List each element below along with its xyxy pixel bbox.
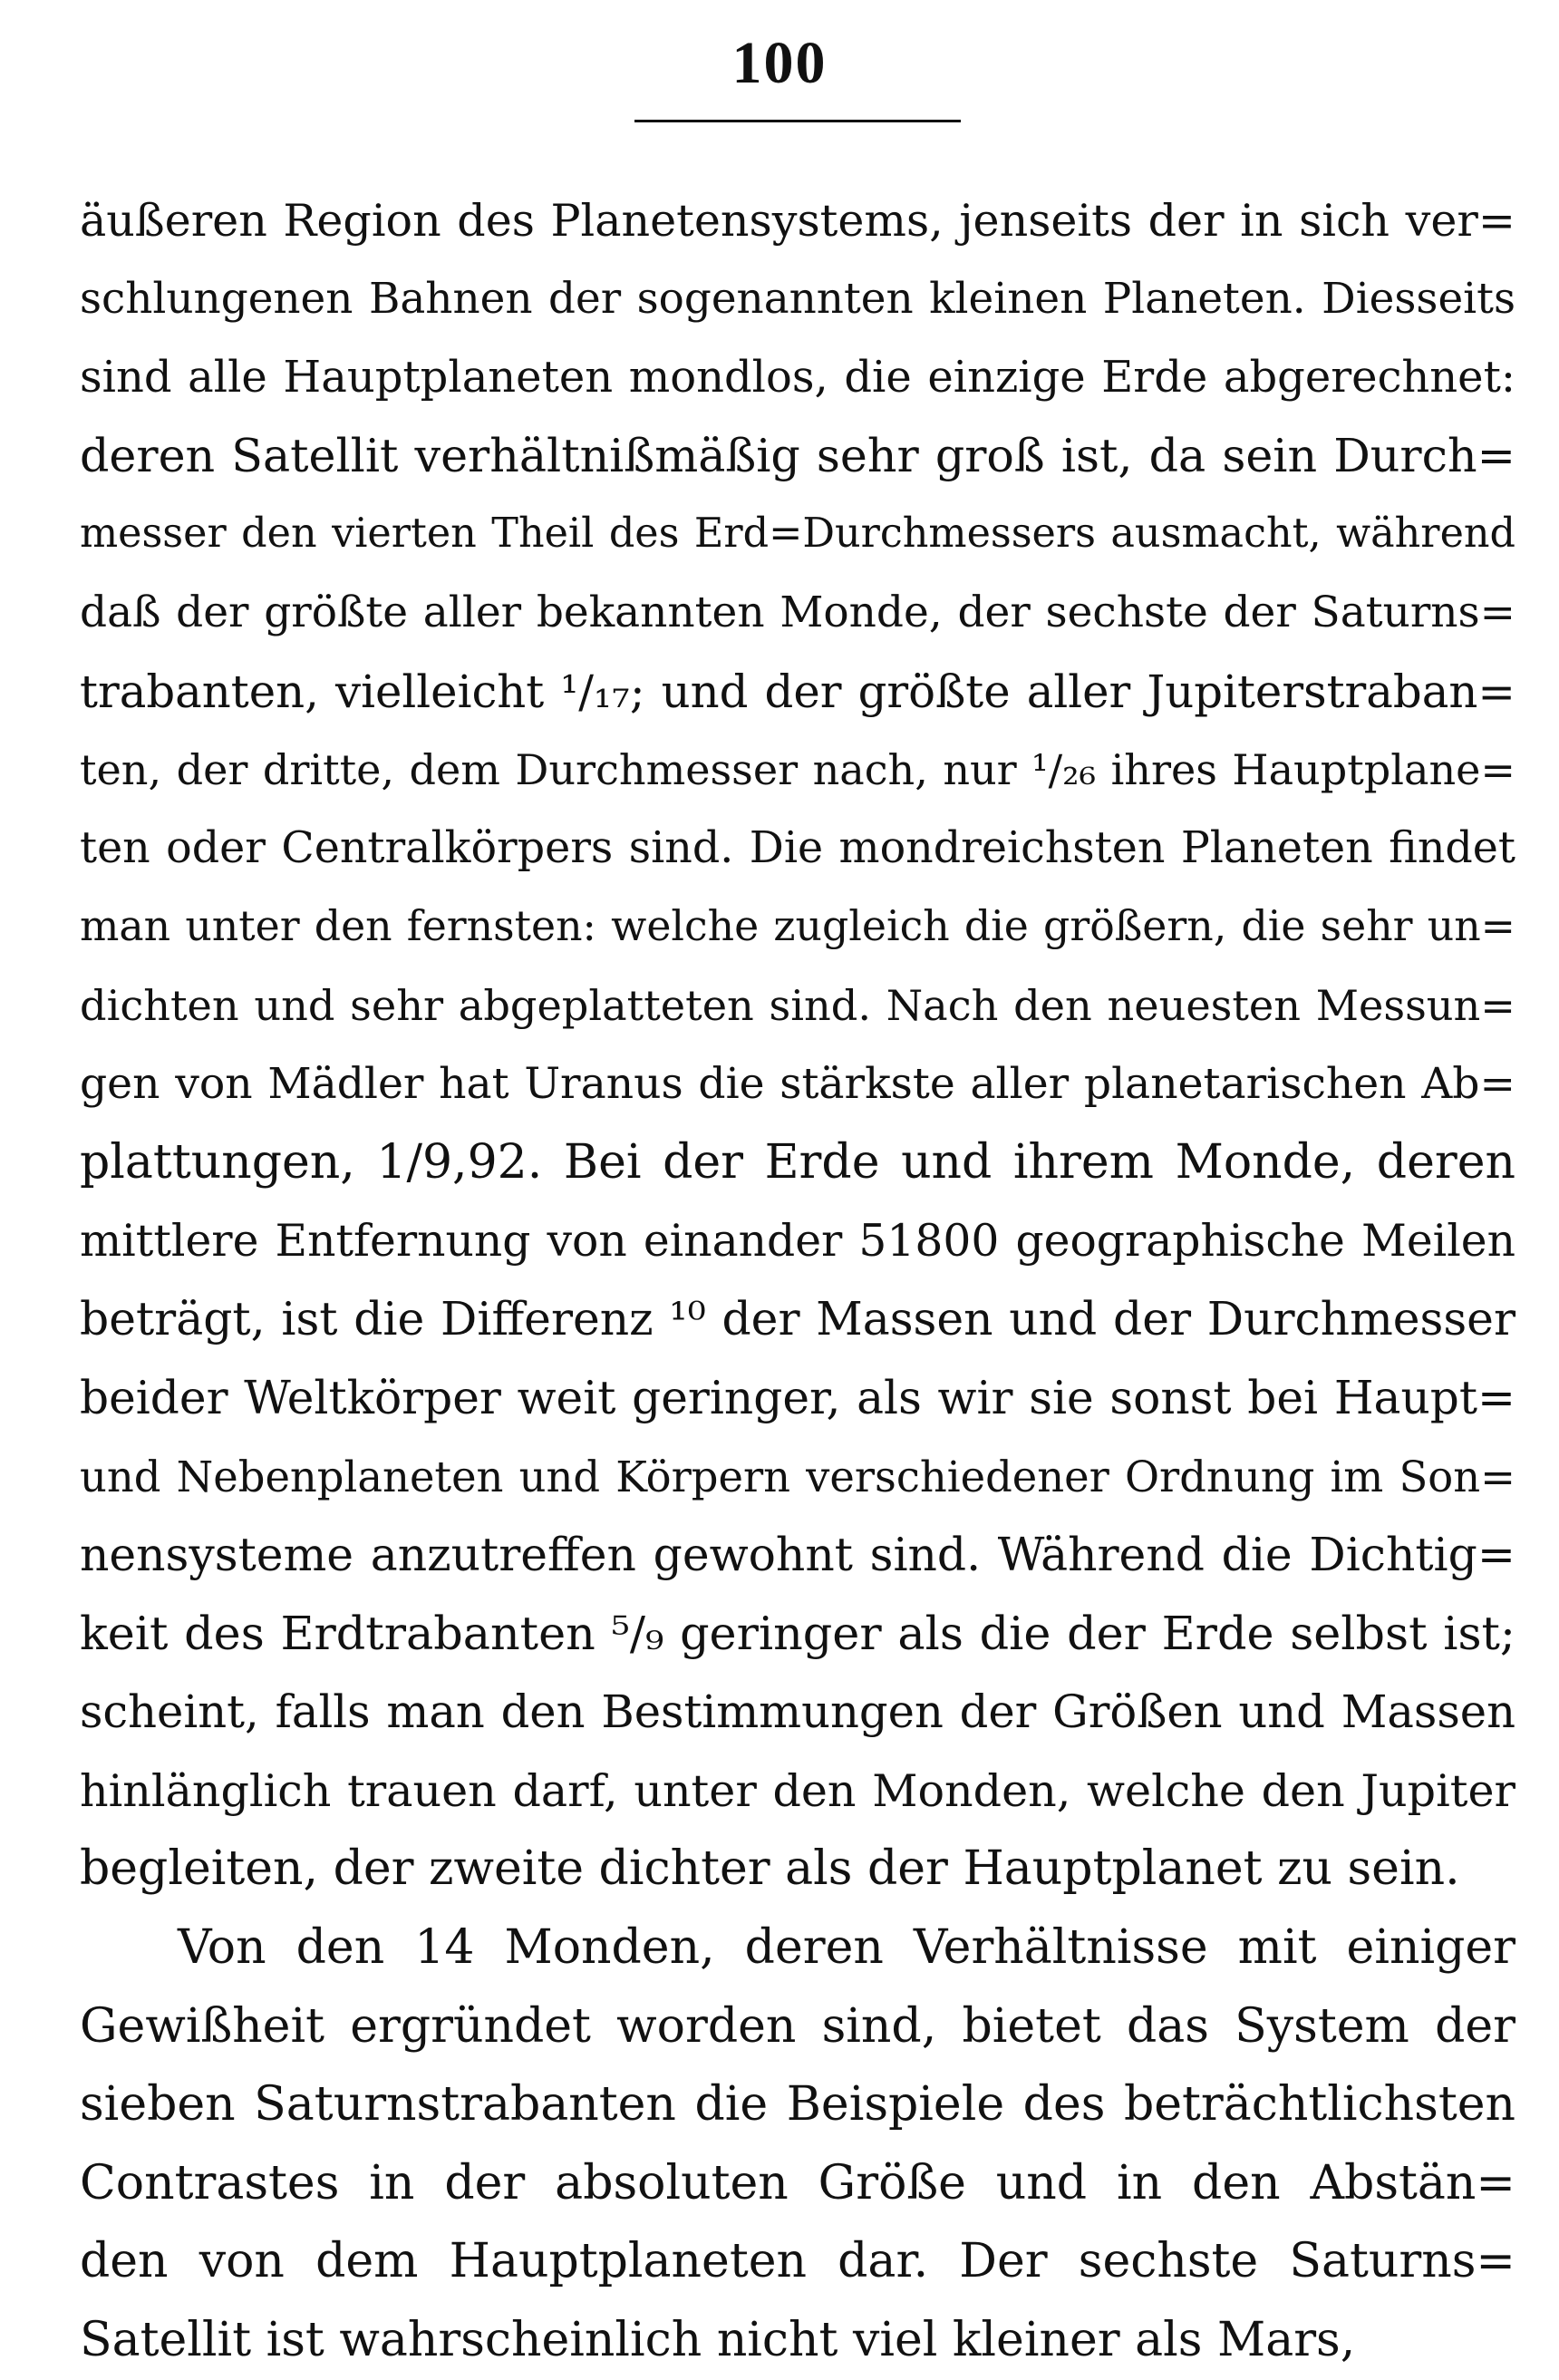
text-line: sind alle Hauptplaneten mondlos, die einzige Erde abgerechnet:: [80, 352, 1515, 403]
paragraph: [80, 1909, 1515, 2380]
text-line: ten, der dritte, dem Durchmesser nach, nur ¹/₂₆ ihres Hauptplane=: [80, 745, 1515, 795]
text-line: beträgt, ist die Differenz ¹⁰ der Massen und der Durchmesser: [80, 1292, 1515, 1346]
text-line: man unter den fernsten: welche zugleich die größern, die sehr un=: [80, 902, 1515, 951]
text-line: daß der größte aller bekannten Monde, der sechste der Saturns=: [80, 587, 1515, 637]
text-line: schlungenen Bahnen der sogenannten kleinen Planeten. Diesseits: [80, 274, 1515, 324]
text-line: keit des Erdtrabanten ⁵/₉ geringer als die der Erde selbst ist;: [80, 1606, 1515, 1660]
text-line: deren Satellit verhältnißmäßig sehr groß ist, da sein Durch=: [80, 428, 1515, 482]
text-line: den von dem Hauptplaneten dar. Der sechste Saturns=: [80, 2234, 1515, 2289]
paragraph: [80, 181, 1515, 1909]
text-line: messer den vierten Theil des Erd=Durchmessers ausmacht, während: [80, 510, 1515, 558]
header-rule: [634, 120, 961, 122]
text-line: beider Weltkörper weit geringer, als wir sie sonst bei Haupt=: [80, 1370, 1515, 1424]
text-line: begleiten, der zweite dichter als der Hauptplanet zu sein.: [80, 1841, 1460, 1897]
text-line: Contrastes in der absoluten Größe und in den Abstän=: [80, 2155, 1515, 2210]
text-line: nensysteme anzutreffen gewohnt sind. Während die Dichtig=: [80, 1528, 1515, 1582]
text-line: äußeren Region des Planetensystems, jenseits der in sich ver=: [80, 194, 1515, 247]
text-line: scheint, falls man den Bestimmungen der Größen und Massen: [80, 1685, 1515, 1739]
text-line: Satellit ist wahrscheinlich nicht viel kleiner als Mars,: [80, 2313, 1356, 2368]
text-line: trabanten, vielleicht ¹/₁₇; und der größte aller Jupiterstraban=: [80, 665, 1515, 718]
text-line: plattungen, 1/9,92. Bei der Erde und ihrem Monde, deren: [80, 1135, 1515, 1190]
text-line: dichten und sehr abgeplatteten sind. Nach den neuesten Messun=: [80, 980, 1515, 1030]
text-line: und Nebenplaneten und Körpern verschiedener Ordnung im Son=: [80, 1452, 1515, 1501]
body-text: [80, 181, 1515, 2380]
text-line: Von den 14 Monden, deren Verhältnisse mit einiger: [178, 1920, 1515, 1976]
text-line: hinlänglich trauen darf, unter den Monden, welche den Jupiter: [80, 1763, 1515, 1817]
text-line: ten oder Centralkörpers sind. Die mondreichsten Planeten findet: [80, 822, 1515, 873]
text-line: gen von Mädler hat Uranus die stärkste aller planetarischen Ab=: [80, 1058, 1515, 1109]
text-line: mittlere Entfernung von einander 51800 geographische Meilen: [80, 1215, 1515, 1267]
page-number: 100: [731, 30, 828, 96]
text-line: sieben Saturnstrabanten die Beispiele des beträchtlichsten: [80, 2077, 1515, 2132]
text-line: Gewißheit ergründet worden sind, bietet das System der: [80, 1998, 1515, 2054]
